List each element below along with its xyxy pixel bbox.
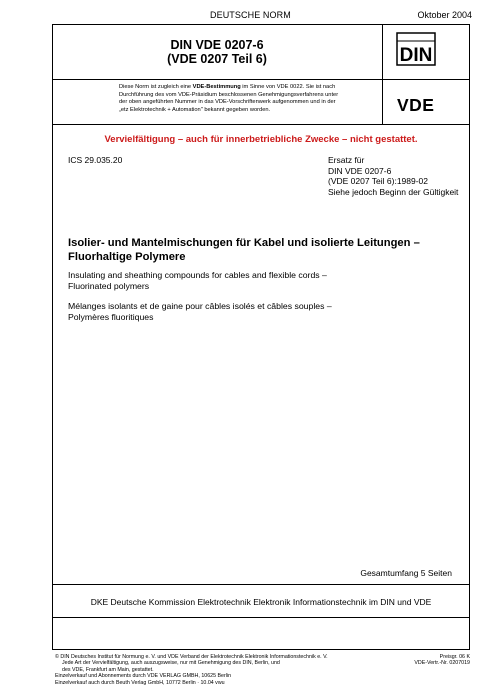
footer-line-3: des VDE, Frankfurt am Main, gestattet. bbox=[62, 666, 154, 673]
title-block bbox=[52, 24, 382, 79]
copyright-footer bbox=[55, 654, 415, 686]
english-title-line-2: Fluorinated polymers bbox=[68, 280, 150, 291]
price-info bbox=[414, 654, 470, 667]
notice-line-4: „etz Elektrotechnik + Automation" bekannt gegeben worden. bbox=[119, 106, 271, 113]
din-logo bbox=[396, 32, 436, 66]
english-title-line-1: Insulating and sheathing compounds for cables and flexible cords – bbox=[68, 270, 327, 280]
reproduction-warning: Vervielfältigung – auch für innerbetriebliche Zwecke – nicht gestattet. bbox=[104, 134, 418, 145]
publication-date: Oktober 2004 bbox=[417, 10, 472, 20]
notice-line-3: der oben angeführten Nummer in das VDE-Vorschriftenwerk aufgenommen und in der bbox=[119, 99, 336, 106]
notice-rest: im Sinne von VDE 0022. Sie ist nach bbox=[240, 84, 336, 90]
dke-line: DKE Deutsche Kommission Elektrotechnik Elektronik Informationstechnik im DIN und VDE bbox=[90, 597, 432, 607]
vde-logo: VDE bbox=[397, 95, 435, 115]
notice-prefix: Diese Norm ist zugleich eine bbox=[119, 84, 193, 90]
divider-logo-column bbox=[382, 24, 383, 124]
replacement-info bbox=[328, 155, 458, 197]
ersatz-line-1: Ersatz für bbox=[328, 155, 365, 165]
french-title bbox=[68, 301, 463, 322]
english-title bbox=[68, 270, 463, 291]
german-title-line-2: Fluorhaltige Polymere bbox=[68, 250, 186, 263]
french-title-line-2: Polymères fluoritiques bbox=[68, 311, 154, 322]
ersatz-line-3: (VDE 0207 Teil 6):1989-02 bbox=[328, 176, 429, 186]
vde-part-number: (VDE 0207 Teil 6) bbox=[167, 52, 267, 66]
french-title-line-1: Mélanges isolants et de gaine pour câbles isolés et câbles souples – bbox=[68, 301, 332, 311]
german-title-line-1: Isolier- und Mantelmischungen für Kabel und isolierte Leitungen – bbox=[68, 237, 420, 249]
standard-number: DIN VDE 0207-6 bbox=[170, 38, 264, 52]
footer-line-2: Jede Art der Vervielfältigung, auch auszugsweise, nur mit Genehmigung des DIN, Berlin, und bbox=[62, 660, 280, 667]
divider-dke bbox=[52, 617, 470, 618]
vde-sales-number: VDE-Vertr.-Nr. 0207019 bbox=[414, 660, 470, 667]
german-title bbox=[68, 237, 463, 264]
divider-title bbox=[52, 79, 470, 80]
notice-line-2: Durchführung des vom VDE-Präsidium beschlossenen Genehmigungsverfahrens unter bbox=[119, 91, 339, 98]
din-logo-text: DIN bbox=[399, 45, 433, 66]
price-group: Preisgr. 06 K bbox=[439, 654, 470, 660]
norm-type-label: DEUTSCHE NORM bbox=[210, 10, 291, 20]
total-pages: Gesamtumfang 5 Seiten bbox=[360, 568, 452, 578]
vde-notice bbox=[119, 84, 381, 114]
footer-line-4: Einzelverkauf und Abonnements durch VDE VERLAG GMBH, 10625 Berlin bbox=[55, 673, 232, 680]
divider-notice bbox=[52, 124, 470, 125]
document-frame bbox=[52, 24, 470, 650]
ersatz-line-4: Siehe jedoch Beginn der Gültigkeit bbox=[328, 186, 459, 197]
ics-code: ICS 29.035.20 bbox=[68, 155, 123, 165]
ersatz-line-2: DIN VDE 0207-6 bbox=[328, 165, 392, 176]
footer-line-5: Einzelverkauf auch durch Beuth Verlag GmbH, 10772 Berlin · 10.04 vwu bbox=[55, 679, 225, 686]
divider-content bbox=[52, 584, 470, 585]
notice-bold: VDE-Bestimmung bbox=[192, 84, 241, 90]
footer-line-1: © DIN Deutsches Institut für Normung e. V. und VDE Verband der Elektrotechnik Elektronik Informationstechnik e. V. bbox=[55, 654, 328, 660]
